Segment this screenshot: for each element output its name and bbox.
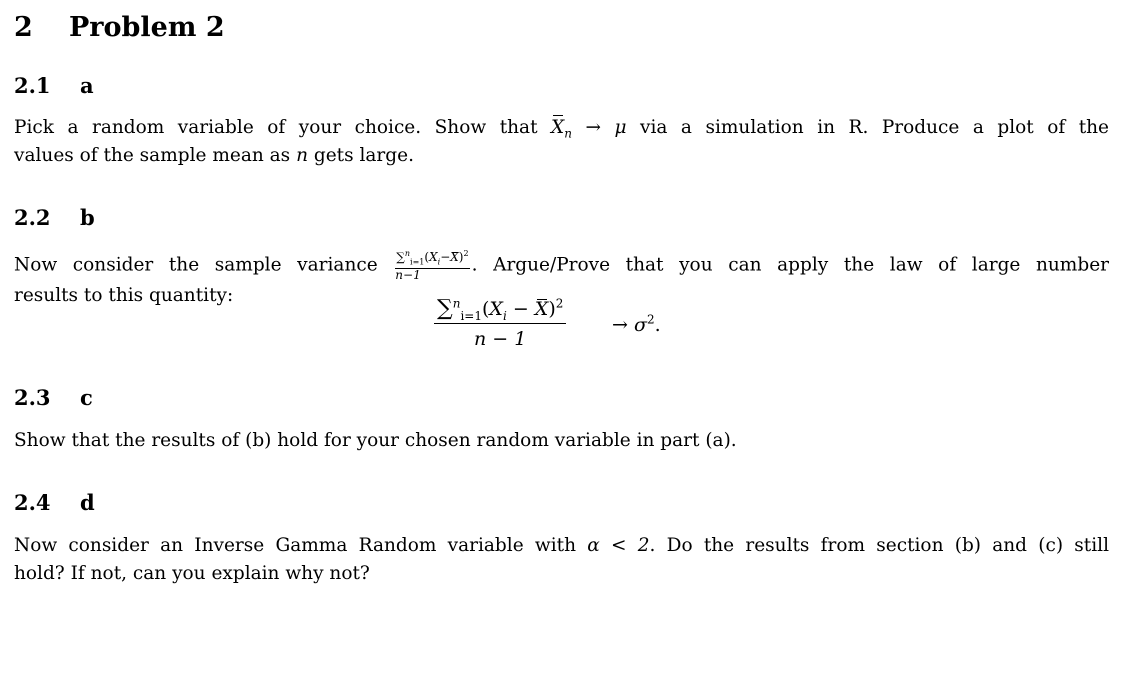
subsection-heading-d bbox=[14, 490, 95, 515]
paragraph-a-line-1: Pick a random variable of your choice. Show that $X_n \to \mu$ via a simulation in R. Produce a plot of the bbox=[14, 114, 1109, 142]
subsection-letter: a bbox=[80, 73, 94, 98]
paragraph-a bbox=[14, 114, 1109, 170]
paragraph-d-line-2: hold? If not, can you explain why not? bbox=[14, 563, 370, 584]
subsection-heading-b bbox=[14, 205, 95, 230]
subsection-number: 2.3 bbox=[14, 385, 51, 410]
subsection-letter: c bbox=[80, 385, 93, 410]
paragraph-d bbox=[14, 532, 1109, 588]
formula-numerator: $\sum^n_{i=1}(X_i - X)^2$ bbox=[434, 296, 566, 324]
subsection-heading-c bbox=[14, 385, 93, 410]
inline-variance-fraction: $\frac{\sum^n_{i=1}(X_i-X)^2}{n-1}$ bbox=[395, 249, 469, 283]
paragraph-b-line-1: Now consider the sample variance $\frac{\sum^n_{i=1}(X_i-X)^2}{n-1}$ . Argue/Prove that you can apply the law of large number bbox=[14, 249, 1109, 283]
subsection-number: 2.2 bbox=[14, 205, 51, 230]
subsection-number: 2.4 bbox=[14, 490, 51, 515]
paragraph-c bbox=[14, 427, 1109, 455]
subsection-letter: d bbox=[80, 490, 95, 515]
subsection-heading-a bbox=[14, 73, 94, 98]
paragraph-a-line-2: values of the sample mean as n gets large. bbox=[14, 145, 414, 166]
section-heading bbox=[14, 12, 225, 43]
formula-denominator: n − 1 bbox=[474, 328, 527, 350]
section-number: 2 bbox=[14, 12, 33, 43]
variance-display-formula bbox=[434, 296, 566, 350]
section-title: Problem 2 bbox=[69, 12, 225, 43]
paragraph-d-line-1: Now consider an Inverse Gamma Random variable with α < 2. Do the results from section (b) and (c) still bbox=[14, 535, 1109, 556]
subsection-number: 2.1 bbox=[14, 73, 51, 98]
paragraph-c-line-1: Show that the results of (b) hold for your chosen random variable in part (a). bbox=[14, 430, 737, 451]
subsection-letter: b bbox=[80, 205, 95, 230]
formula-limit: → $\sigma^2$. bbox=[612, 312, 661, 336]
paragraph-b-line-2: results to this quantity: bbox=[14, 285, 234, 307]
